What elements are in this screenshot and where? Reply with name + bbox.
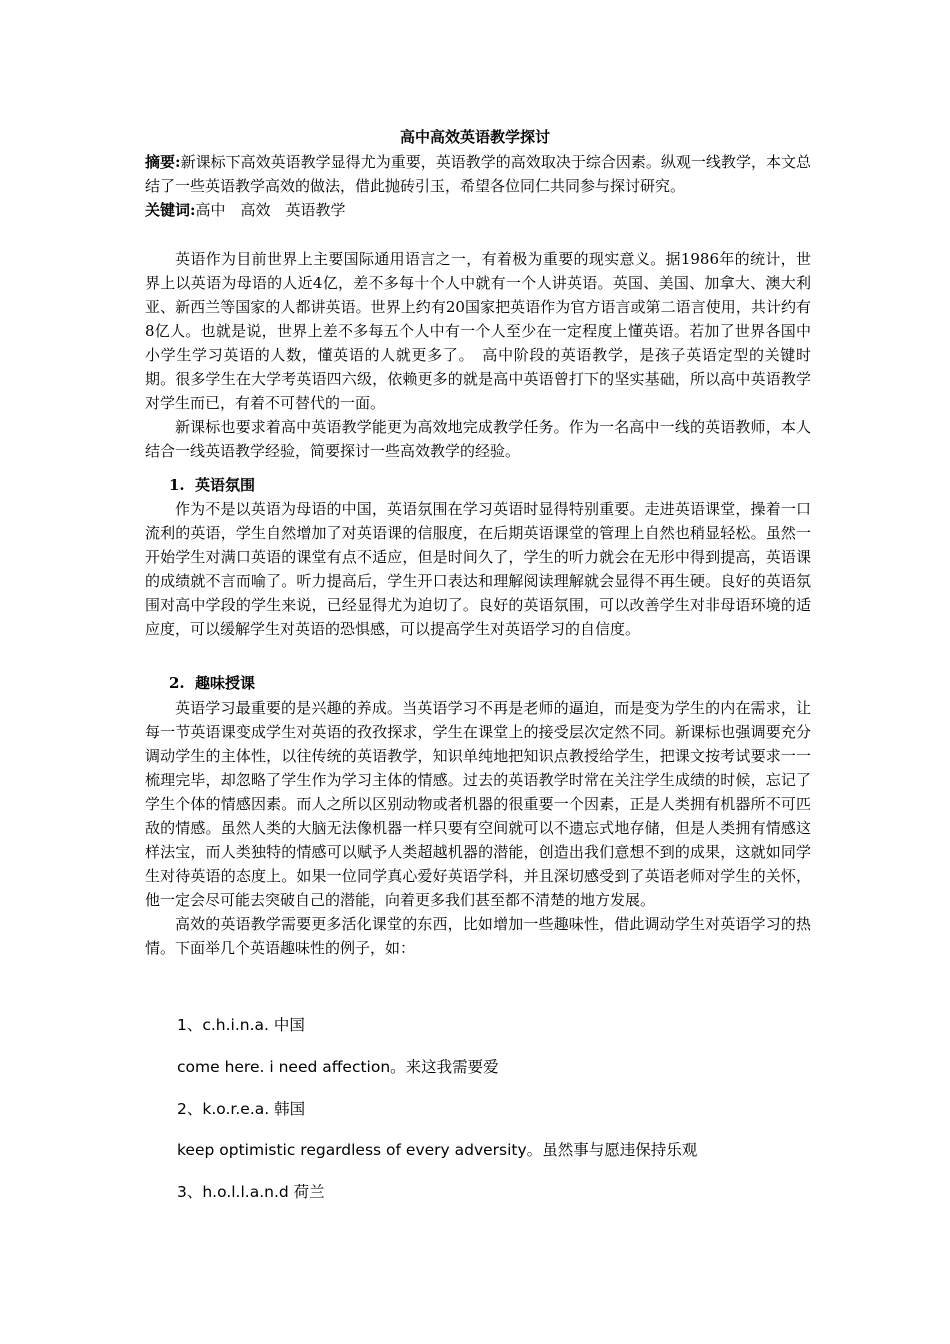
keywords-label: 关键词:	[145, 201, 196, 219]
abstract-text: 新课标下高效英语教学显得尤为重要，英语教学的高效取决于综合因素。纵观一线教学，本文总结了一些英语教学高效的做法，借此抛砖引玉，希望各位同仁共同参与探讨研究。	[145, 153, 811, 195]
example-line	[177, 1013, 305, 1037]
section-2-paragraph-2: 高效的英语教学需要更多活化课堂的东西，比如增加一些趣味性，借此调动学生对英语学习的热情。下面举几个英语趣味性的例子，如：	[145, 915, 811, 957]
intro-section	[145, 247, 811, 463]
example-line	[177, 1097, 305, 1121]
example-en: keep optimistic regardless of every adversity。	[177, 1141, 543, 1159]
section-title: 英语氛围	[195, 476, 256, 494]
abstract	[145, 150, 811, 198]
abstract-label: 摘要:	[145, 153, 181, 171]
section-2-body	[145, 696, 811, 960]
section-heading-1	[169, 473, 255, 497]
intro-paragraph-1: 英语作为目前世界上主要国际通用语言之一，有着极为重要的现实意义。据1986年的统计，世界上以英语为母语的人近4亿，差不多每十个人中就有一个人讲英语。英国、美国、加拿大、澳大利亚、新西兰等国家的人都讲英语。世界上约有20国家把英语作为官方语言或第二语言使用，共计约有8亿人。也就是说，世界上差不多每五个人中有一个人至少在一定程度上懂英语。若加了世界各国中小学生学习英语的人数，懂英语的人就更多了。 高中阶段的英语教学，是孩子英语定型的关键时期。很多学生在大学考英语四六级，依赖更多的就是高中英语曾打下的坚实基础，所以高中英语教学对学生而已，有着不可替代的一面。	[145, 250, 811, 412]
section-number: 2.	[169, 674, 185, 692]
section-number: 1.	[169, 476, 185, 494]
example-cn: 中国	[273, 1016, 305, 1034]
keywords-text: 高中 高效 英语教学	[195, 201, 346, 219]
example-line	[177, 1138, 697, 1162]
section-1-body	[145, 497, 811, 641]
example-en: 1、c.h.i.n.a.	[177, 1016, 274, 1034]
intro-paragraph-2: 新课标也要求着高中英语教学能更为高效地完成教学任务。作为一名高中一线的英语教师，本人结合一线英语教学经验，简要探讨一些高效教学的经验。	[145, 418, 811, 460]
example-en: 3、h.o.l.l.a.n.d	[177, 1183, 294, 1201]
example-en: come here. i need affection。	[177, 1058, 406, 1076]
section-heading-2	[169, 671, 255, 695]
section-2-paragraph-1: 英语学习最重要的是兴趣的养成。当英语学习不再是老师的逼迫，而是变为学生的内在需求，让每一节英语课变成学生对英语的孜孜探求，学生在课堂上的接受层次定然不同。新课标也强调要充分调动学生的主体性，以往传统的英语教学，知识单纯地把知识点教授给学生，把课文按考试要求一一梳理完毕，却忽略了学生作为学习主体的情感。过去的英语教学时常在关注学生成绩的时候，忘记了学生个体的情感因素。而人之所以区别动物或者机器的很重要一个因素，正是人类拥有机器所不可匹敌的情感。虽然人类的大脑无法像机器一样只要有空间就可以不遗忘式地存储，但是人类拥有情感这样法宝，而人类独特的情感可以赋予人类超越机器的潜能，创造出我们意想不到的成果，这就如同学生对待英语的态度上。如果一位同学真心爱好英语学科，并且深切感受到了英语老师对学生的关怀，他一定会尽可能去突破自己的潜能，向着更多我们甚至都不清楚的地方发展。	[145, 699, 811, 909]
example-cn: 荷兰	[293, 1183, 325, 1201]
example-line	[177, 1055, 499, 1079]
example-line	[177, 1180, 325, 1204]
example-cn: 虽然事与愿违保持乐观	[542, 1141, 698, 1159]
example-en: 2、k.o.r.e.a.	[177, 1100, 275, 1118]
keywords	[145, 198, 811, 222]
example-cn: 来这我需要爱	[405, 1058, 499, 1076]
page-title: 高中高效英语教学探讨	[399, 128, 550, 146]
section-1-paragraph: 作为不是以英语为母语的中国，英语氛围在学习英语时显得特别重要。走进英语课堂，操着一口流利的英语，学生自然增加了对英语课的信服度，在后期英语课堂的管理上自然也稍显轻松。虽然一开始学生对满口英语的课堂有点不适应，但是时间久了，学生的听力就会在无形中得到提高，英语课的成绩就不言而喻了。听力提高后，学生开口表达和理解阅读理解就会显得不再生硬。良好的英语氛围对高中学段的学生来说，已经显得尤为迫切了。良好的英语氛围，可以改善学生对非母语环境的适应度，可以缓解学生对英语的恐惧感，可以提高学生对英语学习的自信度。	[145, 500, 811, 638]
example-cn: 韩国	[274, 1100, 306, 1118]
section-title: 趣味授课	[195, 674, 256, 692]
